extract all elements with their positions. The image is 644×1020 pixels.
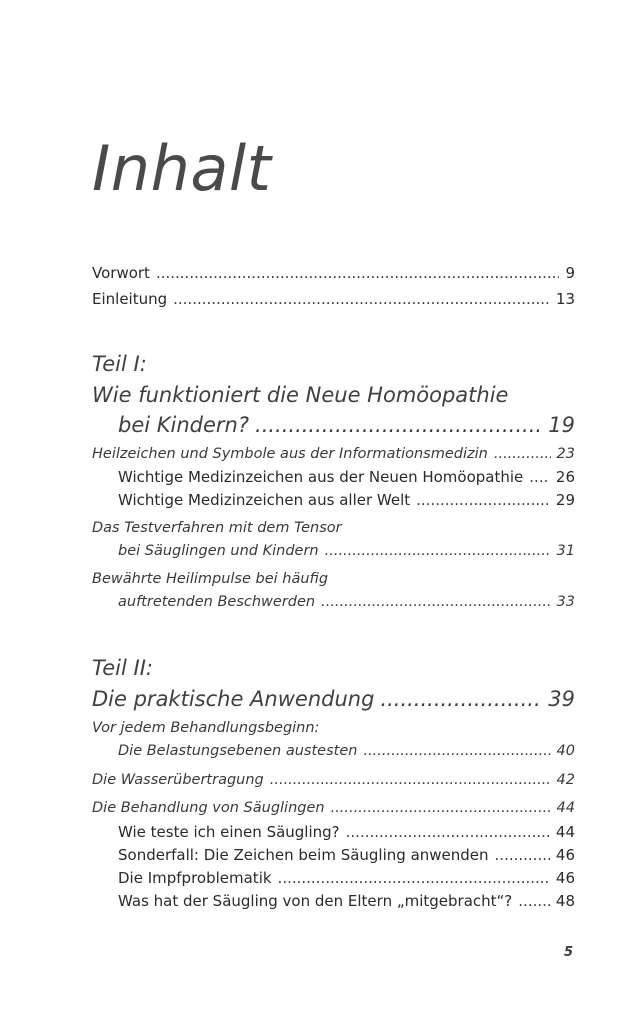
toc-entry-part-2[interactable]: [92, 687, 575, 711]
toc-entry-label: Vorwort: [92, 264, 150, 282]
toc-entry-label: Einleitung: [92, 290, 168, 308]
toc-entry-label: Die Behandlung von Säuglingen: [92, 800, 325, 816]
toc-page-number: 19: [548, 413, 575, 437]
toc-entry-part-1[interactable]: [118, 413, 575, 437]
leader-dots: [518, 892, 550, 910]
leader-dots: [495, 846, 550, 864]
toc-entry-label: Die praktische Anwendung: [92, 687, 375, 711]
leader-dots: [325, 543, 551, 559]
page-number-folio: 5: [564, 945, 574, 960]
toc-page-number: 9: [565, 264, 575, 282]
toc-entry-label: bei Kindern?: [118, 413, 250, 437]
toc-entry-label: Wie teste ich einen Säugling?: [118, 823, 340, 841]
toc-entry-testverfahren[interactable]: [118, 543, 575, 559]
toc-page-number: 42: [556, 772, 575, 788]
toc-page-number: 26: [555, 468, 575, 486]
toc-entry-behandlung-saeuglinge[interactable]: [92, 800, 575, 816]
toc-entry-label: bei Säuglingen und Kindern: [118, 543, 319, 559]
toc-entry-heilimpulse[interactable]: [118, 594, 575, 610]
toc-page-number: 13: [555, 290, 575, 308]
part-1-title-line1: Wie funktioniert die Neue Homöopathie: [92, 383, 509, 407]
leader-dots: [529, 468, 550, 486]
leader-dots: [173, 290, 550, 308]
toc-entry-label-line1: Bewährte Heilimpulse bei häufig: [92, 571, 329, 587]
toc-entry-label: Wichtige Medizinzeichen aus aller Welt: [118, 491, 411, 509]
toc-entry-belastungsebenen[interactable]: [118, 743, 575, 759]
toc-page-number: 44: [555, 823, 575, 841]
leader-dots: [331, 800, 551, 816]
toc-entry-medizinzeichen-welt[interactable]: [118, 491, 575, 509]
toc-page-number: 40: [556, 743, 575, 759]
toc-entry-wasseruebertragung[interactable]: [92, 772, 575, 788]
leader-dots: [380, 687, 542, 711]
toc-entry-label: Wichtige Medizinzeichen aus der Neuen Homöopathie: [118, 468, 524, 486]
toc-entry-medizinzeichen-homoeopathie[interactable]: [118, 468, 575, 486]
toc-entry-heilzeichen[interactable]: [92, 446, 575, 462]
leader-dots: [255, 413, 542, 437]
toc-page-number: 46: [555, 846, 575, 864]
toc-entry-mitgebracht[interactable]: [118, 892, 575, 910]
toc-entry-einleitung[interactable]: [92, 290, 575, 308]
leader-dots: [321, 594, 550, 610]
leader-dots: [346, 823, 550, 841]
toc-entry-label-line1: Vor jedem Behandlungsbeginn:: [92, 720, 320, 736]
toc-entry-label: auftretenden Beschwerden: [118, 594, 316, 610]
part-2-heading: Teil II:: [92, 656, 153, 680]
toc-entry-label-line1: Das Testverfahren mit dem Tensor: [92, 520, 342, 536]
toc-entry-label: Heilzeichen und Symbole aus der Informationsmedizin: [92, 446, 488, 462]
toc-page-number: 44: [556, 800, 575, 816]
toc-page-number: 33: [556, 594, 575, 610]
leader-dots: [416, 491, 550, 509]
toc-entry-teste-saeugling[interactable]: [118, 823, 575, 841]
toc-entry-label: Was hat der Säugling von den Eltern „mitgebracht“?: [118, 892, 513, 910]
toc-entry-sonderfall[interactable]: [118, 846, 575, 864]
toc-page-number: 48: [555, 892, 575, 910]
leader-dots: [156, 264, 560, 282]
toc-entry-label: Sonderfall: Die Zeichen beim Säugling anwenden: [118, 846, 489, 864]
toc-entry-label: Die Belastungsebenen austesten: [118, 743, 358, 759]
leader-dots: [270, 772, 551, 788]
toc-page-number: 39: [548, 687, 575, 711]
toc-entry-vorwort[interactable]: [92, 264, 575, 282]
toc-page-number: 29: [555, 491, 575, 509]
leader-dots: [278, 869, 550, 887]
part-1-heading: Teil I:: [92, 352, 147, 376]
toc-entry-label: Die Wasserübertragung: [92, 772, 264, 788]
leader-dots: [363, 743, 550, 759]
toc-page-number: 23: [556, 446, 575, 462]
page-title: Inhalt: [92, 132, 272, 205]
toc-entry-impfproblematik[interactable]: [118, 869, 575, 887]
toc-page-number: 31: [556, 543, 575, 559]
leader-dots: [494, 446, 551, 462]
toc-entry-label: Die Impfproblematik: [118, 869, 272, 887]
toc-page-number: 46: [555, 869, 575, 887]
